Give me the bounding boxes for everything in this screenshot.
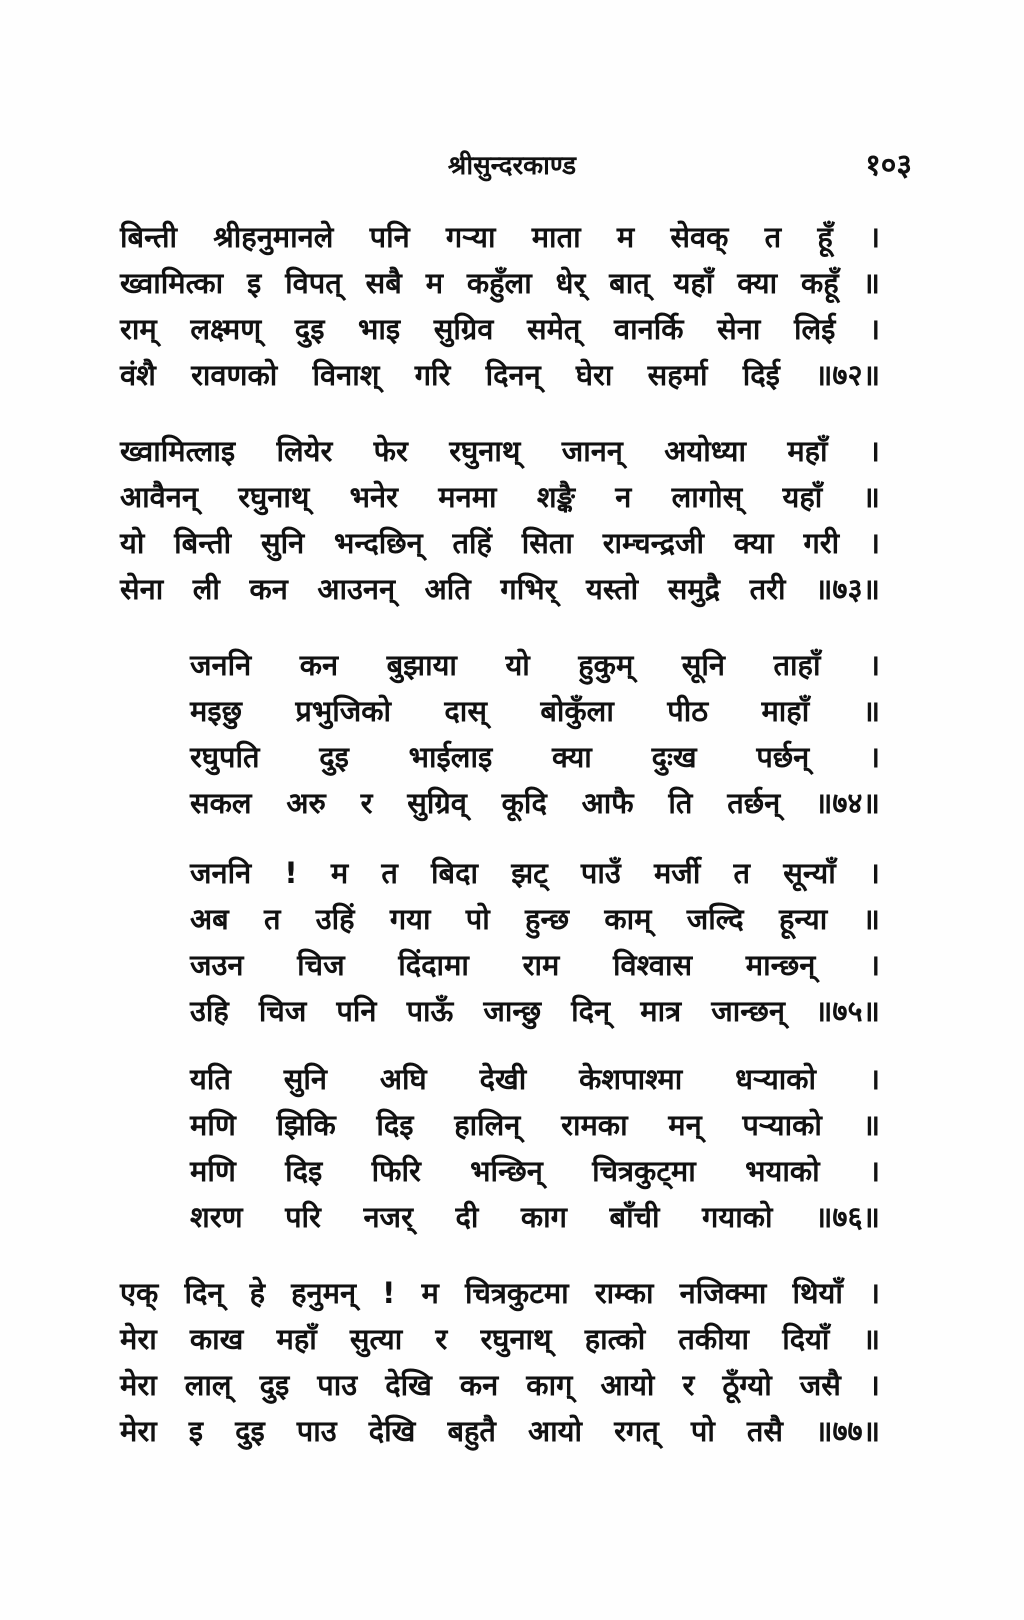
stanza-77: [120, 1270, 880, 1454]
verse-line: बिन्ती श्रीहनुमानले पनि गऱ्या माता म सेवक् त हूँ ।: [120, 220, 880, 254]
verse-line: यो बिन्ती सुनि भन्दछिन् तहिं सिता राम्चन्द्रजी क्या गरी ।: [120, 526, 880, 560]
verse-line: मेरा लाल् दुइ पाउ देखि कन काग् आयो र ठूँग्यो जसै ।: [120, 1368, 880, 1402]
verse-line: राम् लक्ष्मण् दुइ भाइ सुग्रिव समेत् वानर्कि सेना लिई ।: [120, 312, 880, 346]
verse-line: मणि झिकि दिइ हालिन् रामका मन् पऱ्याको ॥: [190, 1108, 880, 1142]
verse-line: रघुपति दुइ भाईलाइ क्या दुःख पर्छन् ।: [190, 740, 880, 774]
verse-line: ख्वामित्का इ विपत् सबै म कहुँला धेर् बात् यहाँ क्या कहूँ ॥: [120, 266, 880, 300]
stanza-76: [190, 1056, 880, 1240]
verse-line: मणि दिइ फिरि भन्छिन् चित्रकुट्मा भयाको ।: [190, 1154, 880, 1188]
stanza-73: [120, 428, 880, 612]
verse-line: वंशै रावणको विनाश् गरि दिनन् घेरा सहर्मा दिई ॥७२॥: [120, 358, 880, 392]
verse-line: सकल अरु र सुग्रिव् कूदि आफै ति तर्छन् ॥७४॥: [190, 786, 880, 820]
verse-line: शरण परि नजर् दी काग बाँची गयाको ॥७६॥: [190, 1200, 880, 1234]
stanza-72: [120, 214, 880, 398]
verse-line: ख्वामित्लाइ लियेर फेर रघुनाथ् जानन् अयोध्या महाँ ।: [120, 434, 880, 468]
verse-line: जउन चिज दिंदामा राम विश्वास मान्छन् ।: [190, 948, 880, 982]
verse-line: अब त उहिं गया पो हुन्छ काम् जल्दि हून्या ॥: [190, 902, 880, 936]
verse-line: जननि कन बुझाया यो हुकुम् सूनि ताहाँ ।: [190, 648, 880, 682]
verse-line: यति सुनि अघि देखी केशपाश्मा धऱ्याको ।: [190, 1062, 880, 1096]
stanza-74: [190, 642, 880, 826]
verse-line: एक् दिन् हे हनुमन् ! म चित्रकुटमा राम्का नजिक्मा थियाँ ।: [120, 1276, 880, 1310]
page-header: [0, 146, 1024, 186]
stanza-75: [190, 850, 880, 1034]
verse-line: मइछु प्रभुजिको दास् बोकुँला पीठ माहाँ ॥: [190, 694, 880, 728]
verse-line: जननि ! म त बिदा झट् पाउँ मर्जी त सून्याँ ।: [190, 856, 880, 890]
verse-line: मेरा काख महाँ सुत्या र रघुनाथ् हात्को तकीया दियाँ ॥: [120, 1322, 880, 1356]
page-number: १०३: [865, 148, 912, 183]
verse-line: आवैनन् रघुनाथ् भनेर मनमा शङ्कै न लागोस् यहाँ ॥: [120, 480, 880, 514]
verse-line: उहि चिज पनि पाऊँ जान्छु दिन् मात्र जान्छन् ॥७५॥: [190, 994, 880, 1028]
running-title: श्रीसुन्दरकाण्ड: [447, 151, 577, 181]
verse-line: मेरा इ दुइ पाउ देखि बहुतै आयो रगत् पो तसै ॥७७॥: [120, 1414, 880, 1448]
verse-line: सेना ली कन आउनन् अति गभिर् यस्तो समुद्रै तरी ॥७३॥: [120, 572, 880, 606]
